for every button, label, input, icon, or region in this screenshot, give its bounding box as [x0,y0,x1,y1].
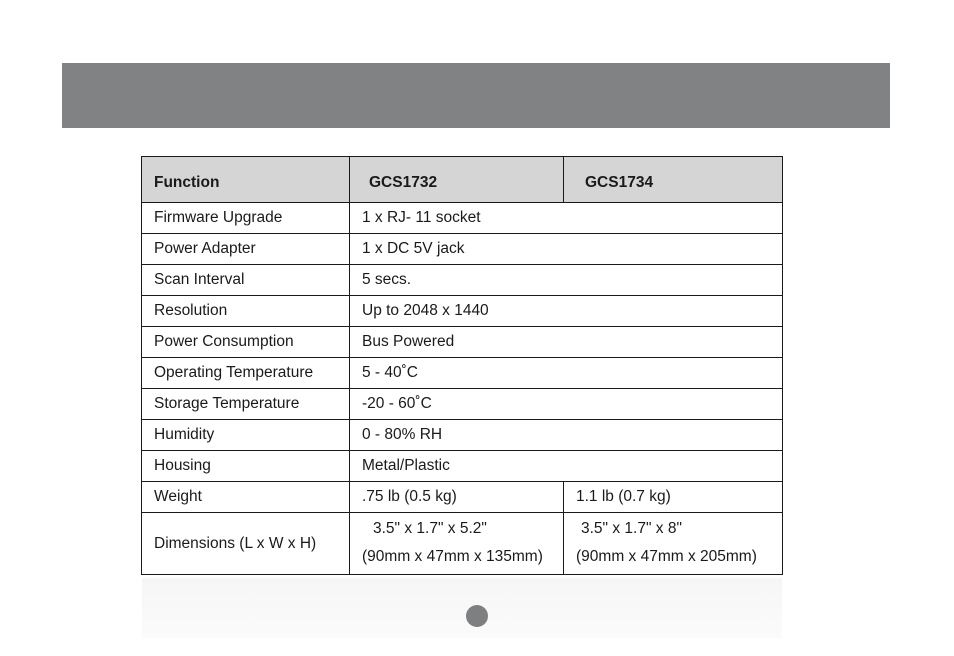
row-value: 5 - 40˚C [350,358,783,389]
row-value: Bus Powered [350,327,783,358]
page-marker-dot [466,605,488,627]
table-row-dimensions [142,513,783,575]
table-row [142,265,783,296]
dimensions-gcs1732-mm: (90mm x 47mm x 135mm) [362,547,543,565]
table-row [142,420,783,451]
row-label: Power Consumption [142,327,350,358]
table-row [142,451,783,482]
weight-gcs1734: 1.1 lb (0.7 kg) [564,482,783,513]
row-value: 0 - 80% RH [350,420,783,451]
row-label: Housing [142,451,350,482]
header-function: Function [142,157,350,203]
row-label: Power Adapter [142,234,350,265]
weight-label: Weight [142,482,350,513]
table-row [142,358,783,389]
header-gcs1734: GCS1734 [564,157,783,203]
row-value: Up to 2048 x 1440 [350,296,783,327]
row-value: Metal/Plastic [350,451,783,482]
row-label: Resolution [142,296,350,327]
dimensions-gcs1732 [350,513,564,575]
table-row [142,389,783,420]
row-label: Firmware Upgrade [142,203,350,234]
row-label: Humidity [142,420,350,451]
dimensions-gcs1734-inches: 3.5" x 1.7" x 8" [581,519,682,537]
dimensions-label: Dimensions (L x W x H) [142,513,350,575]
row-value: 5 secs. [350,265,783,296]
dimensions-gcs1732-inches: 3.5" x 1.7" x 5.2" [373,519,487,537]
row-value: 1 x RJ- 11 socket [350,203,783,234]
header-gcs1732: GCS1732 [350,157,564,203]
header-banner [62,63,890,128]
table-row [142,327,783,358]
row-label: Operating Temperature [142,358,350,389]
table-row [142,234,783,265]
dimensions-gcs1734-mm: (90mm x 47mm x 205mm) [576,547,757,565]
row-label: Storage Temperature [142,389,350,420]
table-row [142,203,783,234]
table-header-row [142,157,783,203]
row-label: Scan Interval [142,265,350,296]
row-value: -20 - 60˚C [350,389,783,420]
table-row [142,296,783,327]
spec-table [141,156,783,575]
footer-area [142,578,782,638]
table-row-weight [142,482,783,513]
dimensions-gcs1734 [564,513,783,575]
row-value: 1 x DC 5V jack [350,234,783,265]
weight-gcs1732: .75 lb (0.5 kg) [350,482,564,513]
